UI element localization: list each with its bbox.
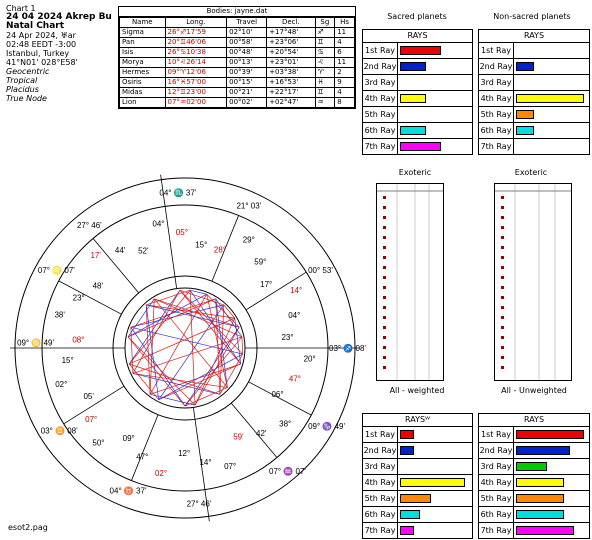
planet-position-label: 28° [213, 245, 227, 255]
ray-label: 3rd Ray [479, 75, 514, 90]
bodies-cell-long: 16°♓57'00 [165, 78, 227, 88]
chart-coords: 41°N01' 028°E58' [6, 58, 78, 67]
ray-label: 1st Ray [363, 427, 398, 442]
house-cusp-label: 27° 46' [186, 499, 212, 509]
sacred-caption: Sacred planets [387, 12, 447, 21]
chart-datetime: 24 Apr 2024, ♅ar [6, 31, 76, 40]
ray-label: 5th Ray [479, 107, 514, 122]
bodies-row [120, 98, 355, 108]
bodies-cell-sg: ♊ [315, 38, 335, 48]
ray-bar [516, 446, 570, 455]
bodies-cell-decl: +23°06' [267, 38, 315, 48]
ray-label: 7th Ray [363, 139, 398, 154]
planet-position-label: 23° [281, 333, 294, 343]
planet-position-label: 47° [288, 374, 302, 384]
bodies-row [120, 28, 355, 38]
planet-position-label: 04° [288, 311, 301, 321]
bodies-cell-travel: 00°58' [227, 38, 267, 48]
ray-label: 4th Ray [479, 91, 514, 106]
rays-title: RAYS [363, 30, 472, 43]
bodies-cell-travel: 02°10' [227, 28, 267, 38]
aspect-line [190, 290, 241, 364]
chart-title: 24 04 2024 Akrep Bu [6, 12, 112, 22]
bodies-row [120, 38, 355, 48]
natal-chart-wheel [4, 170, 366, 524]
ray-label: 1st Ray [479, 427, 514, 442]
planet-position-label: 47° [136, 452, 149, 462]
ray-label: 2nd Ray [363, 443, 398, 458]
bodies-cell-name: Hermes [120, 68, 166, 78]
ray-row [363, 107, 472, 123]
bodies-col-header: Long. [165, 18, 227, 28]
weighted-caption: All - weighted [389, 386, 445, 395]
rays-title: RAYSᵂ [363, 414, 472, 427]
planet-position-label: 48' [92, 281, 104, 291]
ray-bar [400, 446, 414, 455]
ray-bar [400, 94, 426, 103]
exoteric-grid-1 [377, 184, 443, 380]
bodies-row [120, 88, 355, 98]
ray-row [363, 427, 472, 443]
rays-title: RAYS [479, 414, 589, 427]
planet-position-label: 02° [55, 380, 68, 390]
bodies-rows [120, 28, 355, 108]
planet-position-label: 44' [114, 246, 126, 256]
house-cusp-label: 03° ♐ 08' [329, 344, 366, 353]
ray-label: 2nd Ray [479, 59, 514, 74]
ray-label: 2nd Ray [479, 443, 514, 458]
bodies-cell-hs: 2 [335, 68, 355, 78]
ray-row [479, 475, 589, 491]
ray-row [479, 107, 589, 123]
ray-row [363, 59, 472, 75]
ray-label: 2nd Ray [363, 59, 398, 74]
ray-row [479, 91, 589, 107]
bodies-cell-travel: 00°39' [227, 68, 267, 78]
bodies-cell-sg: ♈ [315, 68, 335, 78]
chart-time: 02:48 EEDT -3:00 [6, 40, 77, 49]
bodies-col-header: Hs [335, 18, 355, 28]
house-cusp-label: 04° ♏ 37' [159, 188, 197, 198]
bodies-cell-long: 09°♈12'06 [165, 68, 227, 78]
bodies-cell-name: Pan [120, 38, 166, 48]
ray-bar [400, 494, 431, 503]
ray-label: 4th Ray [363, 475, 398, 490]
footer-filename: esot2.pag [8, 523, 48, 532]
ray-label: 5th Ray [363, 491, 398, 506]
ray-row [363, 139, 472, 154]
bodies-cell-travel: 00°13' [227, 58, 267, 68]
ray-bar [400, 62, 426, 71]
aspect-line [131, 299, 216, 327]
planet-position-label: 05° [175, 228, 188, 238]
bodies-cell-sg: ♓ [315, 78, 335, 88]
planet-position-label: 04° [152, 219, 165, 229]
rays-panel-weighted [362, 413, 473, 539]
bodies-cell-name: Sigma [120, 28, 166, 38]
bodies-cell-name: Lion [120, 98, 166, 108]
ray-bar [400, 478, 465, 487]
ray-bar [516, 126, 534, 135]
ray-bar [516, 510, 564, 519]
exoteric-table-1 [376, 183, 444, 381]
bodies-cell-sg: ♊ [315, 88, 335, 98]
aspect-line [150, 394, 195, 405]
chart-type: Natal Chart [6, 21, 65, 31]
bodies-cell-decl: +02°47' [267, 98, 315, 108]
bodies-cell-decl: +17°48' [267, 28, 315, 38]
option-truenode: True Node [6, 94, 47, 103]
planet-position-label: 59° [254, 257, 267, 267]
bodies-cell-travel: 00°21' [227, 88, 267, 98]
bodies-cell-decl: +22°17' [267, 88, 315, 98]
chart-header [6, 4, 121, 103]
bodies-cell-hs: 4 [335, 38, 355, 48]
exoteric-caption-2: Exoteric [514, 168, 548, 177]
bodies-cell-name: Midas [120, 88, 166, 98]
chart-number: Chart 1 [6, 4, 36, 13]
bodies-cell-long: 12°♊23'00 [165, 88, 227, 98]
bodies-header-row [120, 18, 355, 28]
ray-bar [516, 94, 584, 103]
ray-row [479, 459, 589, 475]
exoteric-grid-2 [495, 184, 571, 380]
planet-position-label: 12° [178, 448, 191, 458]
bodies-cell-sg: ♋ [315, 48, 335, 58]
ray-bar [516, 478, 564, 487]
bodies-cell-hs: 8 [335, 98, 355, 108]
bodies-cell-name: Osiris [120, 78, 166, 88]
planet-position-label: 42' [256, 428, 267, 438]
ray-row [479, 59, 589, 75]
ray-bar [516, 526, 574, 535]
ray-label: 6th Ray [363, 123, 398, 138]
ray-row [363, 75, 472, 91]
bodies-cell-decl: +16°53' [267, 78, 315, 88]
bodies-panel [118, 6, 356, 109]
house-cusp-label: 27° 46' [76, 221, 102, 231]
ray-row [479, 507, 589, 523]
aspect-line [150, 364, 241, 394]
planet-position-label: 17' [90, 251, 101, 261]
ray-label: 4th Ray [479, 475, 514, 490]
bodies-cell-sg: ♌ [315, 58, 335, 68]
bodies-cell-long: 26°♋10'38 [165, 48, 227, 58]
ray-bar [516, 462, 547, 471]
bodies-row [120, 48, 355, 58]
ray-row [479, 75, 589, 91]
bodies-cell-travel: 00°02' [227, 98, 267, 108]
ray-bar [400, 510, 420, 519]
house-cusp-line [231, 403, 277, 457]
exoteric-caption-1: Exoteric [398, 168, 432, 177]
house-cusp-label: 03° ♊ 08' [40, 426, 78, 436]
ray-label: 3rd Ray [363, 75, 398, 90]
ray-row [363, 459, 472, 475]
planet-position-label: 02° [154, 469, 168, 479]
bodies-cell-name: Isis [120, 48, 166, 58]
planet-position-label: 38' [54, 310, 65, 320]
ray-row [363, 475, 472, 491]
ray-label: 7th Ray [479, 139, 514, 154]
bodies-cell-long: 26°♐17'59 [165, 28, 227, 38]
planet-position-label: 07° [224, 461, 237, 471]
house-cusp-label: 09° ♑ 49' [308, 422, 346, 431]
bodies-cell-sg: ♒ [315, 98, 335, 108]
bodies-cell-hs: 6 [335, 48, 355, 58]
house-cusp-label: 07° ♌ 07' [37, 266, 75, 275]
ray-label: 1st Ray [479, 43, 514, 58]
bodies-col-header: Sg [315, 18, 335, 28]
bodies-col-header: Decl. [267, 18, 315, 28]
ray-bar [516, 62, 534, 71]
bodies-cell-decl: +23°01' [267, 58, 315, 68]
bodies-cell-sg: ♐ [315, 28, 335, 38]
aspect-line [146, 305, 239, 327]
ray-row [363, 523, 472, 538]
house-cusp-label: 04° ♉ 37' [109, 486, 147, 496]
planet-position-label: 09° [122, 433, 135, 443]
ray-bar [400, 142, 441, 151]
planet-position-label: 59' [233, 432, 244, 442]
bodies-cell-travel: 00°15' [227, 78, 267, 88]
planet-position-label: 17° [260, 279, 273, 289]
ray-row [479, 523, 589, 538]
ray-label: 6th Ray [479, 123, 514, 138]
bodies-cell-long: 07°♒02'00 [165, 98, 227, 108]
aspect-line [180, 290, 243, 354]
bodies-cell-travel: 00°48' [227, 48, 267, 58]
ray-label: 3rd Ray [363, 459, 398, 474]
unweighted-caption: All - Unweighted [501, 386, 567, 395]
ray-bar [400, 526, 414, 535]
aspect-line [242, 337, 243, 354]
rays-title: RAYS [479, 30, 589, 43]
ray-row [479, 427, 589, 443]
planet-position-label: 38° [279, 419, 292, 429]
ray-label: 7th Ray [363, 523, 398, 538]
ray-bar [400, 430, 414, 439]
bodies-cell-hs: 9 [335, 78, 355, 88]
ray-row [363, 123, 472, 139]
ray-label: 6th Ray [479, 507, 514, 522]
ray-row [363, 91, 472, 107]
ray-row [363, 443, 472, 459]
aspect-line [150, 299, 154, 395]
ray-label: 5th Ray [363, 107, 398, 122]
ray-bar [516, 494, 564, 503]
planet-position-label: 08° [72, 335, 85, 345]
house-cusp-label: 07° ♒ 07' [269, 466, 306, 476]
exoteric-table-2 [494, 183, 572, 381]
bodies-table [119, 17, 355, 108]
planet-position-label: 29° [242, 235, 255, 245]
bodies-row [120, 58, 355, 68]
ray-row [479, 139, 589, 154]
ray-row [363, 491, 472, 507]
bodies-cell-hs: 11 [335, 58, 355, 68]
ray-label: 3rd Ray [479, 459, 514, 474]
bodies-cell-name: Morya [120, 58, 166, 68]
bodies-row [120, 68, 355, 78]
ray-label: 6th Ray [363, 507, 398, 522]
ray-row [363, 43, 472, 59]
ray-row [363, 507, 472, 523]
bodies-cell-long: 20°♊46'06 [165, 38, 227, 48]
bodies-cell-hs: 4 [335, 88, 355, 98]
option-geocentric: Geocentric [6, 67, 50, 76]
aspect-line [129, 364, 158, 400]
planet-position-label: 14° [199, 457, 212, 467]
house-cusp-line [59, 281, 122, 314]
nonsacred-caption: Non-sacred planets [493, 12, 571, 21]
option-tropical: Tropical [6, 76, 38, 85]
house-cusp-label: 21° 03' [236, 201, 262, 211]
ray-label: 7th Ray [479, 523, 514, 538]
rays-panel-nonsacred [478, 29, 590, 155]
ray-bar [400, 46, 441, 55]
house-cusp-label: 09° ♋ 49' [17, 338, 55, 348]
bodies-col-header: Travel [227, 18, 267, 28]
planet-position-label: 52' [138, 246, 149, 256]
planet-position-label: 05' [83, 391, 94, 401]
ray-row [479, 123, 589, 139]
ray-label: 5th Ray [479, 491, 514, 506]
ray-bar [516, 430, 584, 439]
bodies-cell-decl: +03°38' [267, 68, 315, 78]
house-cusp-label: 00° 53' [308, 266, 333, 275]
planet-position-label: 20° [303, 354, 316, 364]
ray-label: 4th Ray [363, 91, 398, 106]
planet-position-label: 14° [290, 286, 303, 296]
ray-row [479, 43, 589, 59]
rays-panel-sacred [362, 29, 473, 155]
ray-bar [516, 110, 534, 119]
ray-row [479, 443, 589, 459]
bodies-title: Bodies: jayne.dat [119, 7, 355, 17]
bodies-cell-hs: 11 [335, 28, 355, 38]
planet-position-label: 50° [92, 438, 105, 448]
chart-place: Istanbul, Turkey [6, 49, 70, 58]
planet-position-label: 23° [72, 293, 85, 303]
bodies-col-header: Name [120, 18, 166, 28]
bodies-cell-long: 10°♌26'14 [165, 58, 227, 68]
planet-position-label: 15° [195, 240, 208, 250]
bodies-row [120, 78, 355, 88]
rays-panel-unweighted [478, 413, 590, 539]
ray-bar [400, 126, 426, 135]
planet-position-label: 07° [85, 414, 98, 424]
planet-position-label: 06° [271, 389, 284, 399]
ray-row [479, 491, 589, 507]
bodies-cell-decl: +20°54' [267, 48, 315, 58]
planet-position-label: 15° [61, 355, 74, 365]
ray-label: 1st Ray [363, 43, 398, 58]
option-placidus: Placidus [6, 85, 39, 94]
